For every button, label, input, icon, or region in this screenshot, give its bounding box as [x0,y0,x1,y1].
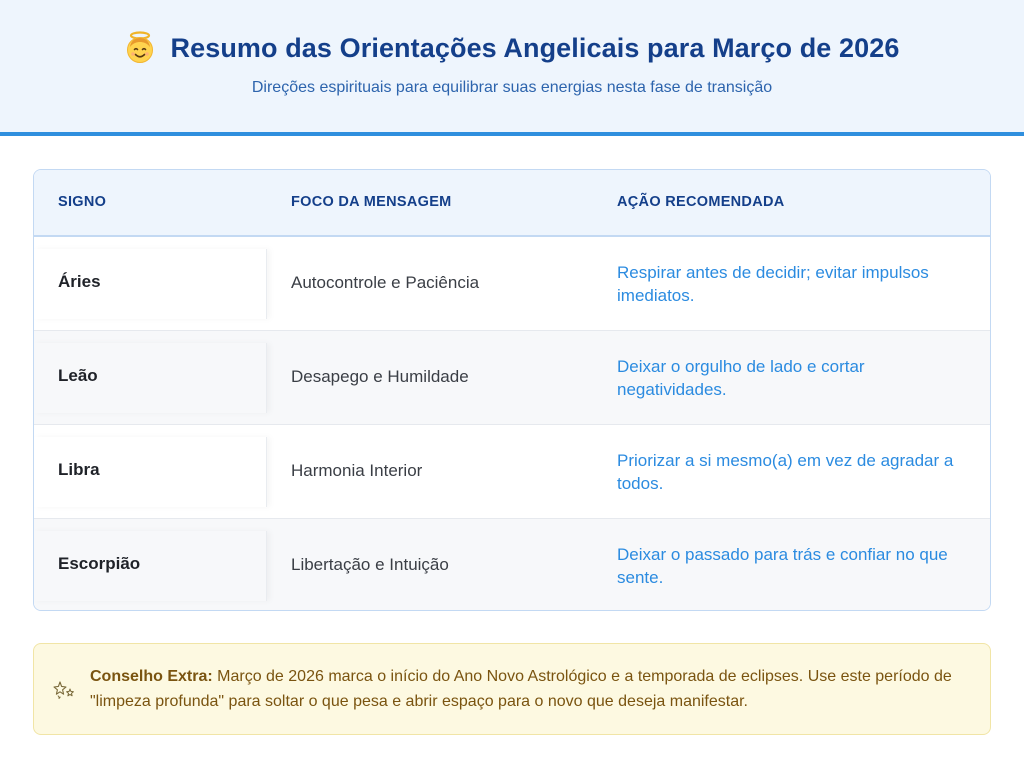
sign-name: Áries [58,272,101,291]
sparkle-stars-icon [53,681,75,699]
recommended-action: Respirar antes de decidir; evitar impulsos imediatos. [617,263,929,305]
page-title: Resumo das Orientações Angelicais para Março de 2026 [170,32,900,63]
table-header [34,170,990,237]
message-focus: Autocontrole e Paciência [291,273,480,292]
advice-text [90,664,970,714]
column-header-action: AÇÃO RECOMENDADA [617,194,785,210]
advice-label: Conselho Extra: [90,668,213,685]
table-row [34,331,990,425]
recommended-action: Deixar o passado para trás e confiar no que sente. [617,545,948,587]
advice-body: Março de 2026 marca o início do Ano Novo Astrológico e a temporada de eclipses. Use este período de "limpeza profunda" para soltar o que pesa e abrir espaço para o novo que deseja manifestar. [90,668,952,710]
message-focus: Harmonia Interior [291,461,423,480]
table-row [34,425,990,519]
sign-name: Leão [58,366,98,385]
sign-cell [34,343,267,413]
sign-cell [34,249,267,319]
sign-name: Libra [58,460,100,479]
column-header-sign: SIGNO [58,194,107,210]
page-header [0,0,1024,136]
recommended-action: Deixar o orgulho de lado e cortar negatividades. [617,357,865,399]
message-focus: Desapego e Humildade [291,367,469,386]
column-header-focus: FOCO DA MENSAGEM [291,194,452,210]
recommended-action: Priorizar a si mesmo(a) em vez de agradar a todos. [617,451,954,493]
extra-advice-box [33,643,991,735]
angel-face-icon [124,31,156,65]
page-subtitle: Direções espirituais para equilibrar suas energias nesta fase de transição [251,79,773,96]
sign-cell [34,437,267,507]
sign-cell [34,531,267,601]
guidance-table [33,169,991,611]
table-row [34,237,990,331]
title-row [0,31,1024,65]
table-row [34,519,990,611]
message-focus: Libertação e Intuição [291,555,449,574]
sign-name: Escorpião [58,554,141,573]
